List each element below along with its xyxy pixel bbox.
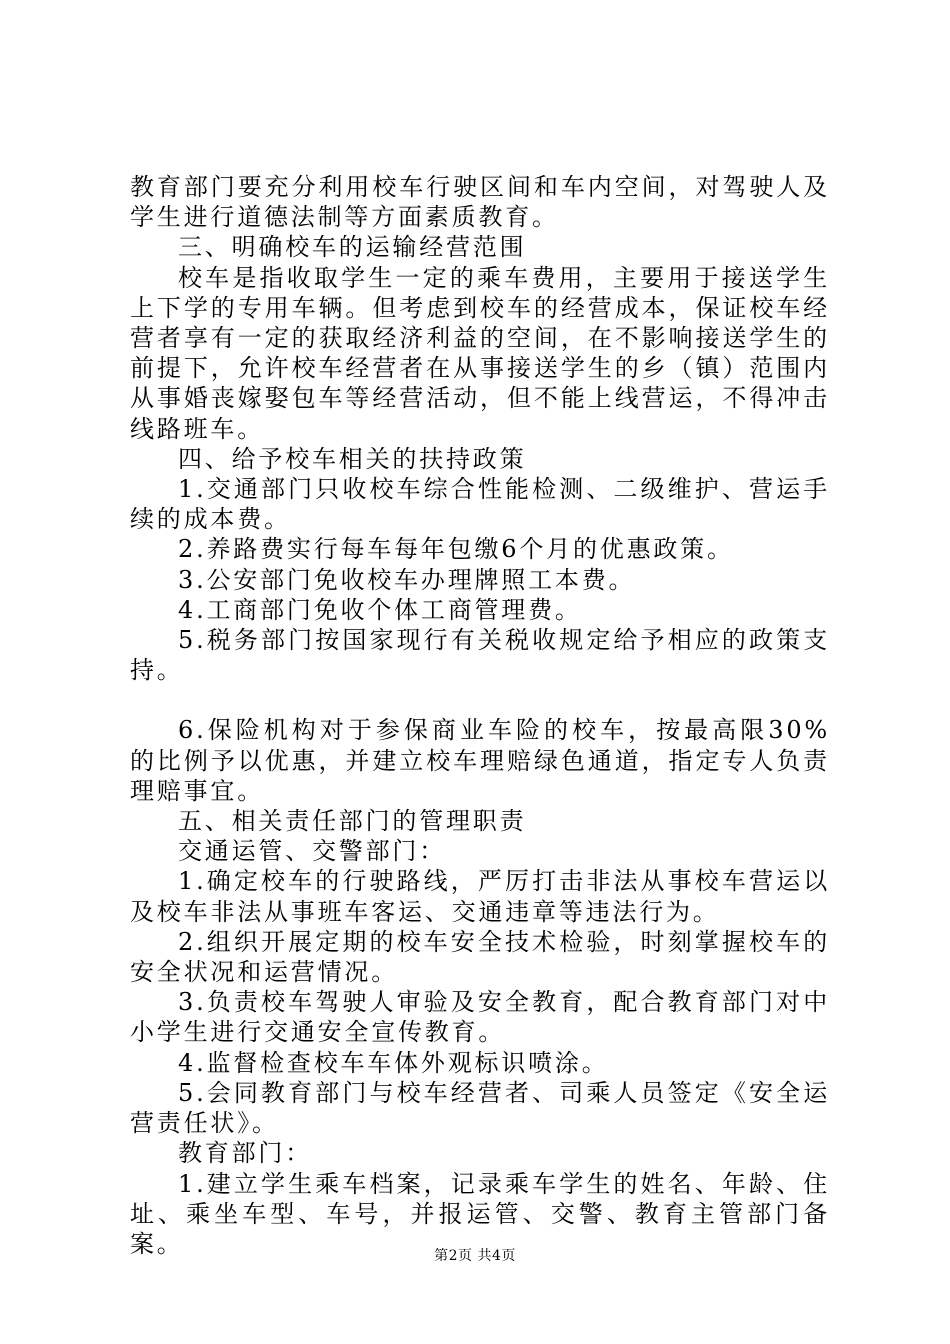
page-number-footer: 第2页 共4页 [434, 1248, 516, 1264]
traffic-duty-2: 2.组织开展定期的校车安全技术检验，时刻掌握校车的安全状况和运营情况。 [130, 927, 830, 987]
section-heading-5: 五、相关责任部门的管理职责 [178, 807, 527, 836]
policy-item-6: 6.保险机构对于参保商业车险的校车，按最高限30%的比例予以优惠，并建立校车理赔绿色通道，指定专人负责理赔事宜。 [130, 716, 830, 805]
policy-item-4: 4.工商部门免收个体工商管理费。 [178, 595, 582, 624]
paragraph-scope: 校车是指收取学生一定的乘车费用，主要用于接送学生上下学的专用车辆。但考虑到校车的经营成本，保证校车经营者享有一定的获取经济利益的空间，在不影响接送学生的前提下，允许校车经营者在从事接送学生的乡（镇）范围内从事婚丧嫁娶包车等经营活动，但不能上线营运，不得冲击线路班车。 [130, 263, 830, 443]
policy-item-2: 2.养路费实行每车每年包缴6个月的优惠政策。 [178, 535, 734, 564]
document-body [130, 172, 830, 1259]
traffic-duty-3: 3.负责校车驾驶人审验及安全教育，配合教育部门对中小学生进行交通安全宣传教育。 [130, 988, 830, 1047]
section-heading-4: 四、给予校车相关的扶持政策 [178, 444, 527, 473]
traffic-duty-4: 4.监督检查校车车体外观标识喷涂。 [178, 1048, 609, 1077]
paragraph-education-space: 教育部门要充分利用校车行驶区间和车内空间，对驾驶人及学生进行道德法制等方面素质教育。 [130, 173, 830, 232]
traffic-duty-1: 1.确定校车的行驶路线，严厉打击非法从事校车营运以及校车非法从事班车客运、交通违章等违法行为。 [130, 867, 830, 926]
traffic-duty-5: 5.会同教育部门与校车经营者、司乘人员签定《安全运营责任状》。 [130, 1078, 830, 1138]
blank-line [130, 685, 830, 715]
policy-item-1: 1.交通部门只收校车综合性能检测、二级维护、营运手续的成本费。 [130, 475, 830, 534]
policy-item-3: 3.公安部门免收校车办理牌照工本费。 [178, 565, 636, 594]
policy-item-5: 5.税务部门按国家现行有关税收规定给予相应的政策支持。 [130, 626, 830, 685]
subheading-traffic-depts: 交通运管、交警部门： [178, 837, 446, 866]
education-duty-1: 1.建立学生乘车档案，记录乘车学生的姓名、年龄、住址、乘坐车型、车号，并报运管、交警、教育主管部门备案。 [130, 1169, 830, 1258]
section-heading-3: 三、明确校车的运输经营范围 [178, 233, 527, 262]
subheading-education-dept: 教育部门： [178, 1139, 312, 1168]
